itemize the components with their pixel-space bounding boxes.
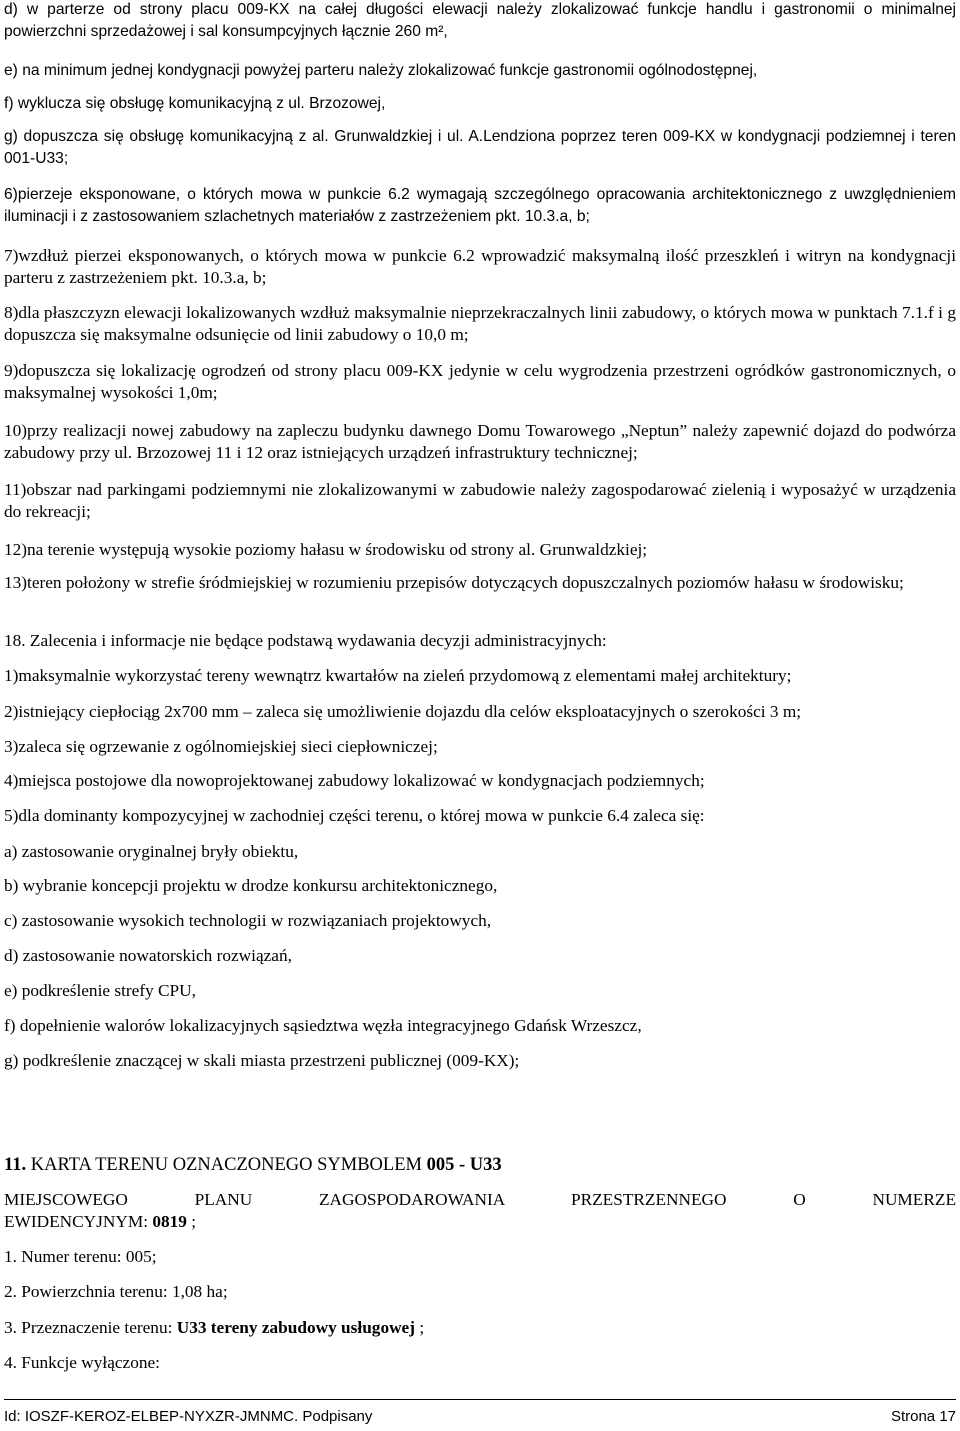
footer-page-number: Strona 17 [890, 1408, 956, 1425]
recommendations-heading: 18. Zalecenia i informacje nie będące podstawą wydawania decyzji administracyjnych: [4, 631, 607, 650]
recommendation-5: 5)dla dominanty kompozycyjnej w zachodniej części terenu, o której mowa w punkcie 6.4 zaleca się: [4, 806, 705, 825]
paragraph-10: 10)przy realizacji nowej zabudowy na zapleczu budynku dawnego Domu Towarowego „Neptun” należy zapewnić dojazd do podwórza zabudowy przy ul. Brzozowej 11 i 12 oraz istniejących urządzeń infrastruktury technicznej; [4, 421, 956, 462]
paragraph-8: 8)dla płaszczyzn elewacji lokalizowanych wzdłuż maksymalnie nieprzekraczalnych linii zabudowy, o których mowa w punktach 7.1.f i g dopuszcza się maksymalne odsunięcie od linii zabudowy o 10,0 m; [4, 303, 956, 344]
recommendation-5b: b) wybranie koncepcji projektu w drodze konkursu architektonicznego, [4, 876, 498, 895]
paragraph-e: e) na minimum jednej kondygnacji powyżej parteru należy zlokalizować funkcje gastronomii ogólnodostępnej, [4, 62, 758, 79]
recommendation-5g: g) podkreślenie znaczącej w skali miasta przestrzeni publicznej (009-KX); [4, 1051, 520, 1070]
plan-line: MIEJSCOWEGO PLANU ZAGOSPODAROWANIA PRZESTRZENNEGO O NUMERZE [4, 1190, 956, 1209]
recommendation-1: 1)maksymalnie wykorzystać tereny wewnątrz kwartałów na zieleń przydomową z elementami małej architektury; [4, 666, 792, 685]
recommendation-5f: f) dopełnienie walorów lokalizacyjnych sąsiedztwa węzła integracyjnego Gdańsk Wrzeszcz, [4, 1016, 642, 1035]
paragraph-13: 13)teren położony w strefie śródmiejskiej w rozumieniu przepisów dotyczących dopuszczalnych poziomów hałasu w środowisku; [4, 573, 904, 592]
paragraph-12: 12)na terenie występują wysokie poziomy hałasu w środowisku od strony al. Grunwaldzkiej; [4, 540, 648, 559]
recommendation-5e: e) podkreślenie strefy CPU, [4, 981, 196, 1000]
paragraph-11: 11)obszar nad parkingami podziemnymi nie zlokalizowanymi w zabudowie należy zagospodarować zielenią i wyposażyć w urządzenia do rekreacji; [4, 480, 956, 521]
paragraph-7: 7)wzdłuż pierzei eksponowanych, o których mowa w punkcie 6.2 wprowadzić maksymalną ilość przeszkleń i witryn na kondygnacji parteru z zastrzeżeniem pkt. 10.3.a, b; [4, 246, 956, 287]
paragraph-g: g) dopuszcza się obsługę komunikacyjną z al. Grunwaldzkiej i ul. A.Lendziona poprzez teren 009-KX w kondygnacji podziemnej i teren 001-U33; [4, 128, 956, 167]
purpose-label: 3. Przeznaczenie terenu: [4, 1318, 177, 1337]
evidence-suffix: ; [186, 1212, 197, 1231]
item-terrain-purpose [4, 1317, 956, 1339]
evidence-number-line [4, 1211, 956, 1233]
item-excluded-functions: 4. Funkcje wyłączone: [4, 1353, 160, 1372]
footer-document-id: Id: IOSZF-KEROZ-ELBEP-NYXZR-JMNMC. Podpisany [4, 1408, 373, 1425]
paragraph-6: 6)pierzeje eksponowane, o których mowa w punkcie 6.2 wymagają szczególnego opracowania architektonicznego z uwzględnieniem iluminacji i z zastosowaniem szlachetnych materiałów z zastrzeżeniem pkt. 10.3.a, b; [4, 186, 956, 225]
evidence-label: EWIDENCYJNYM: [4, 1212, 153, 1231]
section-heading [4, 1154, 956, 1176]
section-symbol: 005 - U33 [426, 1155, 502, 1175]
evidence-number: 0819 [152, 1212, 187, 1231]
footer-divider [4, 1399, 956, 1400]
recommendation-5d: d) zastosowanie nowatorskich rozwiązań, [4, 946, 292, 965]
recommendation-5c: c) zastosowanie wysokich technologii w rozwiązaniach projektowych, [4, 911, 492, 930]
paragraph-d: d) w parterze od strony placu 009-KX na całej długości elewacji należy zlokalizować funkcje handlu i gastronomii o minimalnej powierzchni sprzedażowej i sal konsumpcyjnych łącznie 260 m², [4, 1, 956, 40]
paragraph-9: 9)dopuszcza się lokalizację ogrodzeń od strony placu 009-KX jedynie w celu wygrodzenia przestrzeni ogródków gastronomicznych, o maksymalnej wysokości 1,0m; [4, 361, 956, 402]
recommendation-3: 3)zaleca się ogrzewanie z ogólnomiejskiej sieci ciepłowniczej; [4, 737, 438, 756]
section-number: 11. [4, 1155, 27, 1175]
paragraph-f: f) wyklucza się obsługę komunikacyjną z ul. Brzozowej, [4, 95, 386, 112]
recommendation-5a: a) zastosowanie oryginalnej bryły obiektu, [4, 842, 299, 861]
item-terrain-area: 2. Powierzchnia terenu: 1,08 ha; [4, 1282, 228, 1301]
purpose-value: U33 tereny zabudowy usługowej [176, 1318, 415, 1337]
section-title: KARTA TERENU OZNACZONEGO SYMBOLEM [26, 1155, 427, 1175]
recommendation-4: 4)miejsca postojowe dla nowoprojektowanej zabudowy lokalizować w kondygnacjach podziemnych; [4, 771, 705, 790]
recommendation-2: 2)istniejący ciepłociąg 2x700 mm – zaleca się umożliwienie dojazdu dla celów eksploatacyjnych o szerokości 3 m; [4, 702, 802, 721]
item-terrain-number: 1. Numer terenu: 005; [4, 1247, 157, 1266]
purpose-suffix: ; [415, 1318, 425, 1337]
